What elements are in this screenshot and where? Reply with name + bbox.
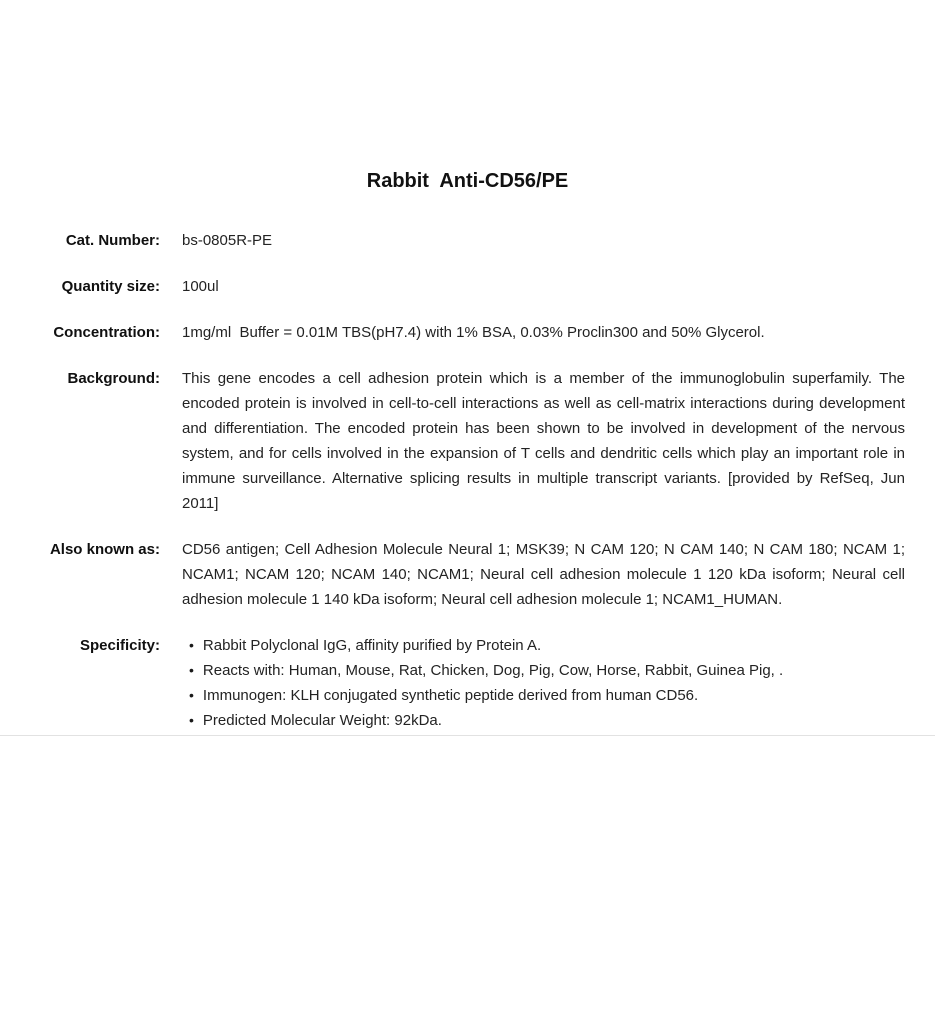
field-label: Specificity: [79,637,160,654]
field-value: CD56 antigen; Cell Adhesion Molecule Neural 1; MSK39; N CAM 120; N CAM 140; N CAM 180; NCAM 1; NCAM1; NCAM 120; NCAM 140; NCAM1; Neural cell adhesion molecule 1 120 kDa isoform; Neural cell adhesion molecule 1 140 kDa isoform; Neural cell adhesion molecule 1; NCAM1_HUMAN. [182,541,905,608]
field-label: Background: [67,370,160,387]
field-value [182,633,905,733]
field-row-specificity [0,633,935,733]
bullet-icon: • [189,662,194,678]
field-value: This gene encodes a cell adhesion protein which is a member of the immunoglobulin superfamily. The encoded protein is involved in cell-to-cell interactions as well as cell-matrix interactions during development and differentiation. The encoded protein has been shown to be involved in development of the nervous system, and for cells involved in the expansion of T cells and dendritic cells which play an important role in immune surveillance. Alternative splicing results in multiple transcript variants. [provided by RefSeq, Jun 2011] [182,370,905,512]
bullet-icon: • [189,637,194,653]
bullet-text: Immunogen: KLH conjugated synthetic peptide derived from human CD56. [202,687,699,704]
list-item [182,683,905,708]
divider [0,735,935,736]
field-value: 1mg/ml Buffer = 0.01M TBS(pH7.4) with 1% BSA, 0.03% Proclin300 and 50% Glycerol. [182,324,765,341]
field-label: Cat. Number: [65,232,160,249]
field-label: Also known as: [49,541,160,558]
list-item [182,708,905,733]
bullet-text: Predicted Molecular Weight: 92kDa. [202,712,442,729]
bullet-text: Rabbit Polyclonal IgG, affinity purified by Protein A. [202,637,542,654]
bullet-icon: • [189,712,194,728]
field-row-also-known-as [0,537,935,612]
specificity-bullet-list [182,633,905,733]
field-value: 100ul [182,278,219,295]
field-value: bs-0805R-PE [182,232,273,249]
list-item [182,658,905,683]
field-row-background [0,366,935,516]
page-title: Rabbit Anti-CD56/PE [366,170,569,192]
field-row-quantity-size [0,274,935,299]
field-label: Quantity size: [61,278,160,295]
field-label: Concentration: [53,324,160,341]
bullet-text: Reacts with: Human, Mouse, Rat, Chicken, Dog, Pig, Cow, Horse, Rabbit, Guinea Pig, . [202,662,784,679]
bullet-icon: • [189,687,194,703]
field-row-concentration [0,320,935,345]
list-item [182,633,905,658]
field-row-cat-number [0,228,935,253]
